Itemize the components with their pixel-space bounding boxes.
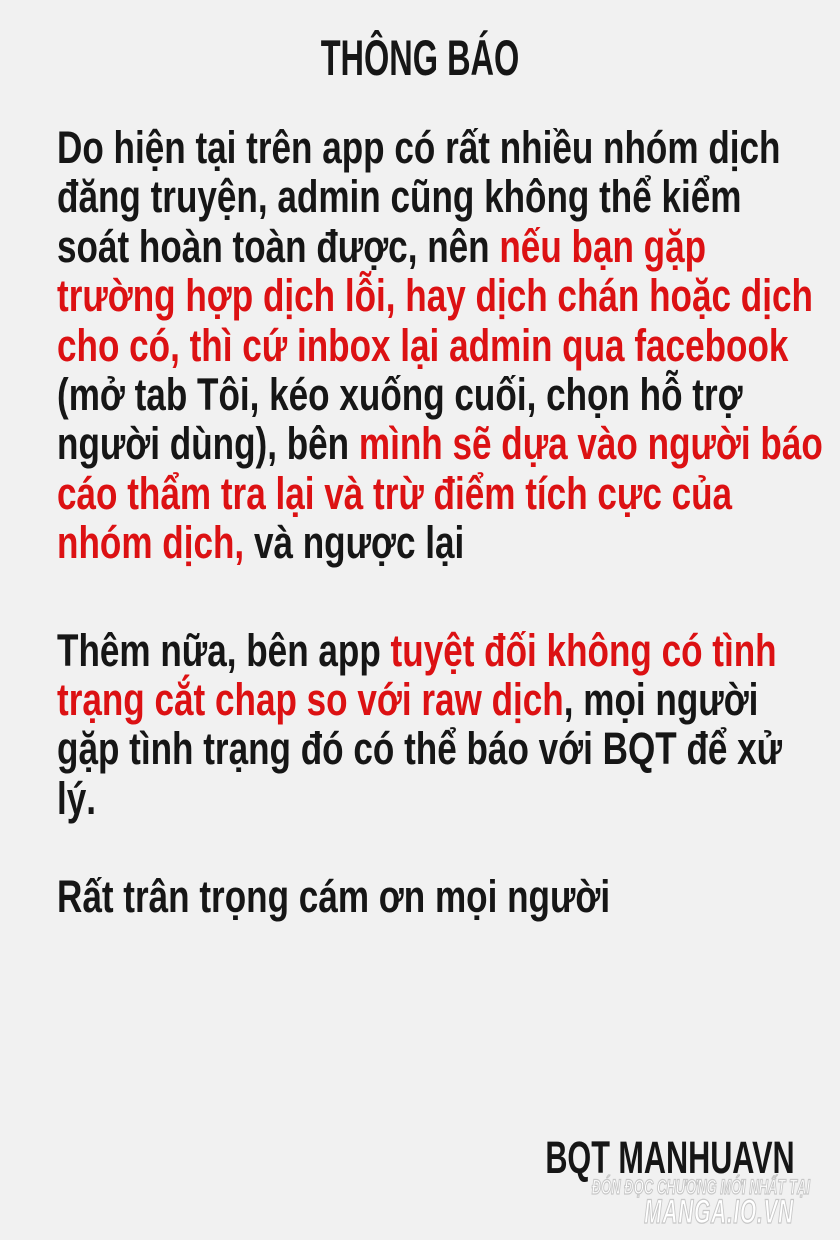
text-line <box>57 518 840 567</box>
text-line <box>57 724 840 773</box>
watermark <box>458 1177 810 1229</box>
text-line <box>57 172 840 221</box>
paragraph <box>57 872 840 921</box>
paragraph <box>57 123 840 568</box>
text-line <box>57 123 840 172</box>
text-segment: người dùng), bên <box>57 418 359 470</box>
text-segment: và ngược lại <box>244 517 465 569</box>
text-segment: soát hoàn toàn được, nên <box>57 220 500 272</box>
highlight-text: tuyệt đối không có tình <box>390 624 777 676</box>
text-line <box>57 370 840 419</box>
signature-text: BQT MANHUAVN <box>545 1132 795 1183</box>
paragraph <box>57 626 840 824</box>
text-line <box>57 774 840 823</box>
highlight-text: nhóm dịch, <box>57 517 245 569</box>
text-segment: gặp tình trạng đó có thể báo với BQT để xử <box>57 723 783 775</box>
text-segment: Thêm nữa, bên app <box>57 624 391 676</box>
highlight-text: cáo thẩm tra lại và trừ điểm tích cực của <box>57 467 733 519</box>
text-segment: lý. <box>57 772 97 824</box>
watermark-site-name: MANGA.IO.VN <box>644 1193 794 1231</box>
text-line <box>57 626 840 675</box>
text-line <box>57 675 840 724</box>
text-segment: Do hiện tại trên app có rất nhiều nhóm dịch <box>57 122 781 173</box>
text-segment: đăng truyện, admin cũng không thể kiểm <box>57 171 742 223</box>
highlight-text: mình sẽ dựa vào người báo <box>358 418 823 470</box>
highlight-text: cho có, thì cứ inbox lại admin qua facebook <box>57 319 789 371</box>
text-line <box>57 872 840 921</box>
text-segment: (mở tab Tôi, kéo xuống cuối, chọn hỗ trợ <box>57 369 743 421</box>
text-line <box>57 222 840 271</box>
text-line <box>57 419 840 468</box>
watermark-tagline: ĐÓN ĐỌC CHƯƠNG MỚI NHẤT TẠI <box>591 1176 810 1199</box>
notice-body <box>57 123 840 922</box>
highlight-text: nếu bạn gặp <box>499 220 707 272</box>
highlight-text: trạng cắt chap so với raw dịch <box>57 674 564 726</box>
text-segment: , mọi người <box>563 674 759 726</box>
text-line <box>57 271 840 320</box>
page-title: THÔNG BÁO <box>320 30 520 86</box>
text-segment: Rất trân trọng cám ơn mọi người <box>57 871 611 923</box>
highlight-text: trường hợp dịch lỗi, hay dịch chán hoặc dịch <box>57 270 813 322</box>
text-line <box>57 321 840 370</box>
text-line <box>57 469 840 518</box>
